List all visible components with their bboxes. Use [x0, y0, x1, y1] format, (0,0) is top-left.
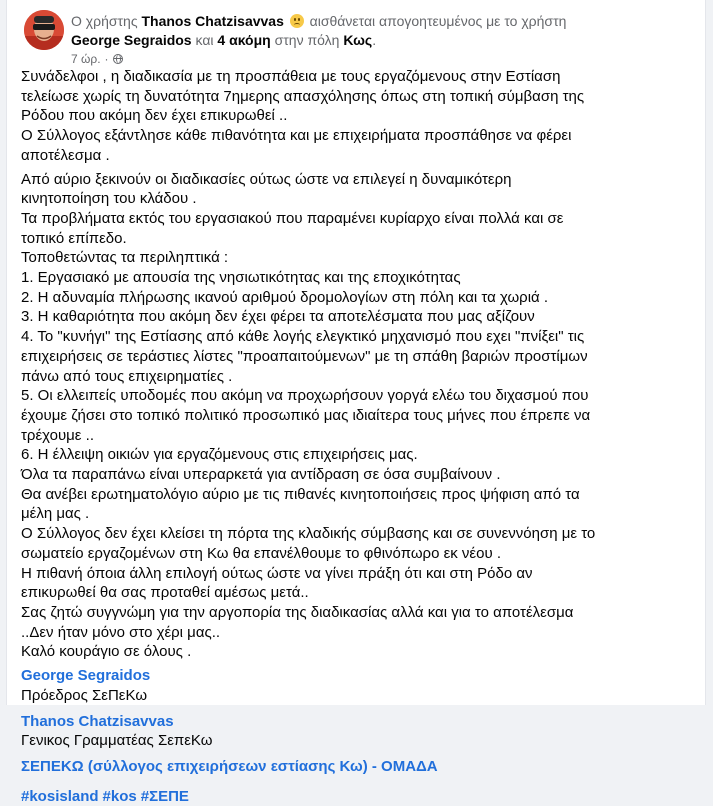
signature-name-link[interactable]: George Segraidos: [21, 667, 151, 685]
post-body: [21, 67, 601, 806]
and-text: και: [195, 32, 214, 48]
city-period: .: [372, 32, 377, 48]
paragraph: Σας ζητώ συγγνώμη για την αργοπορία της διαδικασίας αλλά και για το αποτέλεσμα ..Δεν ήταν μόνο στο χέρι μας..: [21, 603, 574, 641]
list-item: 5. Οι ελλειπείς υποδομές που ακόμη να προχωρήσουν γοργά ελέω του διχασμού που έχουμε ζήσει στο τοπικό πολιτικό προσωπικό μας ιδιαίτερα τους μήνες που έπρεπε να τρέχουμε ..: [21, 387, 591, 444]
paragraph: Τοποθετώντας τα περιληπτικά :: [21, 249, 229, 267]
tagged-user[interactable]: George Segraidos: [71, 32, 192, 48]
hashtag-link[interactable]: #kosisland: [21, 787, 99, 805]
signature-role: Γενικος Γραμματέας ΣεπεΚω: [21, 732, 213, 750]
paragraph: Όλα τα παραπάνω είναι υπεραρκετά για αντίδραση σε όσα συμβαίνουν .: [21, 466, 501, 484]
list-item: 2. Η αδυναμία πλήρωσης ικανού αριθμού δρομολογίων στη πόλη και τα χωριά .: [21, 288, 549, 306]
post-card: [6, 0, 706, 805]
signature-name-link[interactable]: Thanos Chatzisavvas: [21, 712, 174, 730]
paragraph: Συνάδελφοι , η διαδικασία με τη προσπάθεια με τους εργαζόμενους στην Εστίαση τελείωσε χωρίς τη δυνατότητα 7ημερης απασχόλησης όπως στη τοπική σύμβαση της Ρόδου που ακόμη δεν έχει επικυρωθεί ..: [21, 68, 585, 125]
paragraph: Καλό κουράγιο σε όλους .: [21, 643, 192, 661]
header-prefix: Ο χρήστης: [71, 13, 138, 29]
post-header: [24, 4, 695, 66]
meta-separator: ·: [104, 52, 109, 66]
in-city-text: στην πόλη: [274, 32, 340, 48]
signature-2: [21, 712, 601, 751]
globe-icon[interactable]: [113, 54, 123, 64]
paragraph: Θα ανέβει ερωτηματολόγιο αύριο με τις πιθανές κινητοποιήσεις προς ψήφιση από τα μέλη μας .: [21, 485, 580, 523]
hashtag-link[interactable]: #ΣΕΠΕ: [140, 787, 189, 805]
post-header-line-2: [71, 30, 376, 50]
list-item: 3. Η καθαριότητα που ακόμη δεν έχει φέρει τα αποτελέσματα που μας αξίζουν: [21, 308, 535, 326]
list-item: 4. Το "κυνήγι" της Εστίασης από κάθε λογής ελεγκτικό μηχανισμό που εχει "πνίξει" τις επιχειρήσεις σε τεράστιες λίστες "προαπαιτούμενων" με τη σπάθη βαριών προστίμων πάνω από τους επιχειρηματίες .: [21, 328, 588, 385]
paragraph: Ο Σύλλογος δεν έχει κλείσει τη πόρτα της κλαδικής σύμβασης και σε συνεννόηση με το σωματείο εργαζομένων στη Κω θα επανέλθουμε το φθινόπωρο εκ νέου .: [21, 525, 596, 562]
paragraph: Τα προβλήματα εκτός του εργασιακού που παραμένει κυρίαρχο είναι πολλά και σε τοπικό επίπεδο.: [21, 209, 564, 247]
post-header-line-1: [71, 11, 566, 31]
group-link[interactable]: ΣΕΠΕΚΩ (σύλλογος επιχειρήσεων εστίασης Κω) - ΟΜΑΔΑ: [21, 757, 438, 775]
paragraph: Ο Σύλλογος εξάντλησε κάθε πιθανότητα και με επιχειρήματα προσπάθησε να φέρει αποτέλεσμα .: [21, 127, 572, 164]
avatar[interactable]: [24, 10, 64, 50]
post-meta: [71, 51, 123, 67]
signature-1: [21, 666, 601, 705]
hashtag-link[interactable]: #kos: [102, 787, 137, 805]
others-link[interactable]: 4 ακόμη: [217, 32, 271, 48]
list-item: 6. Η έλλειψη οικιών για εργαζόμενους στις επιχειρήσεις μας.: [21, 446, 418, 464]
hashtags: [21, 787, 601, 806]
paragraph: Από αύριο ξεκινούν οι διαδικασίες ούτως ώστε να επιλεγεί η δυναμικότερη κινητοποίηση του κλάδου .: [21, 170, 512, 208]
signature-role: Πρόεδρος ΣεΠεΚω: [21, 686, 148, 704]
disappointed-face-icon: [290, 14, 304, 28]
avatar-image: [24, 10, 64, 50]
post-time[interactable]: 7 ώρ.: [71, 52, 101, 66]
list-item: 1. Εργασιακό με απουσία της νησιωτικότητας και της εποχικότητας: [21, 269, 461, 287]
author-name[interactable]: Thanos Chatzisavvas: [141, 13, 284, 29]
feeling-text: αισθάνεται απογοητευμένος με το χρήστη: [309, 13, 567, 29]
city-link[interactable]: Κως: [343, 32, 373, 48]
paragraph: Η πιθανή όποια άλλη επιλογή ούτως ώστε να γίνει πράξη ότι και στη Ρόδο αν επικυρωθεί θα σας προταθεί αμέσως μετά..: [21, 564, 533, 602]
